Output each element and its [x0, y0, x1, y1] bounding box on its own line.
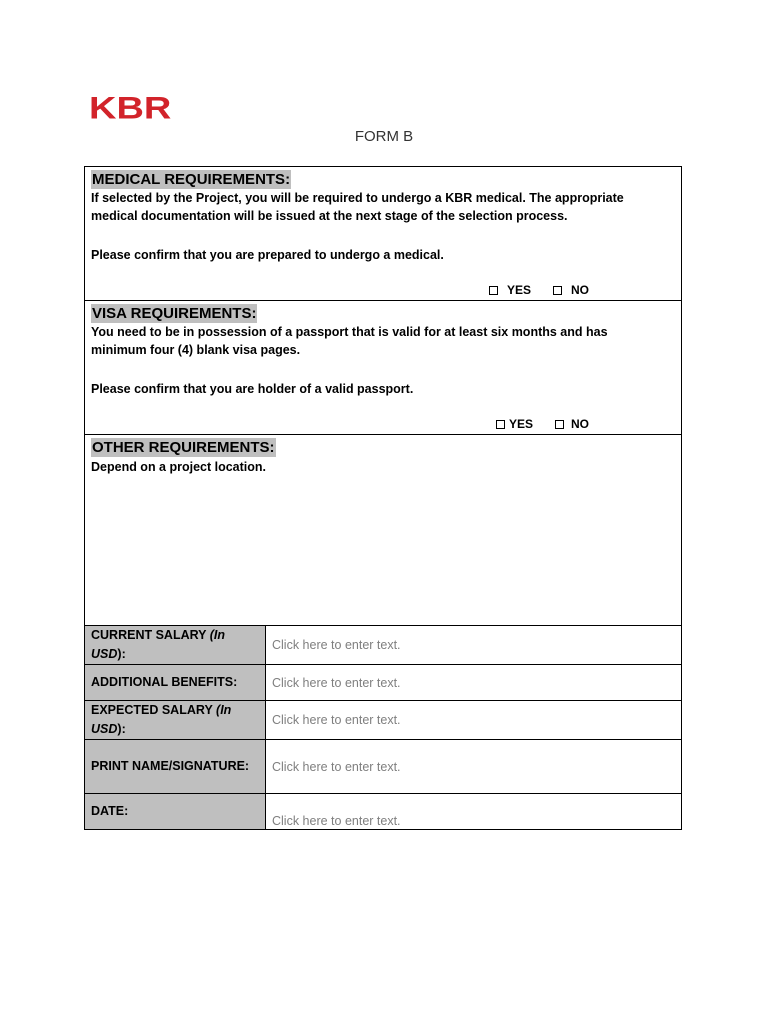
details-table	[84, 625, 682, 830]
form-title: FORM B	[354, 128, 414, 145]
other-heading: OTHER REQUIREMENTS:	[92, 439, 275, 456]
current-salary-label: CURRENT SALARY (In USD):	[85, 626, 266, 665]
date-label: DATE:	[85, 794, 266, 830]
medical-yes-checkbox[interactable]	[489, 283, 531, 297]
expected-salary-input[interactable]	[266, 701, 682, 740]
visa-yes-checkbox[interactable]	[496, 417, 533, 431]
visa-confirm-text: Please confirm that you are holder of a valid passport.	[91, 382, 414, 396]
current-salary-placeholder[interactable]: Click here to enter text.	[272, 638, 401, 652]
table-row	[85, 626, 682, 665]
medical-no-checkbox[interactable]	[553, 283, 589, 297]
medical-heading: MEDICAL REQUIREMENTS:	[92, 171, 291, 188]
date-input[interactable]	[266, 794, 682, 830]
visa-requirements-section	[84, 300, 682, 435]
current-salary-input[interactable]	[266, 626, 682, 665]
yes-label: YES	[507, 283, 532, 297]
expected-salary-placeholder[interactable]: Click here to enter text.	[272, 713, 401, 727]
no-label: NO	[571, 417, 590, 431]
print-name-input[interactable]	[266, 740, 682, 794]
print-name-placeholder[interactable]: Click here to enter text.	[272, 759, 401, 774]
print-name-label: PRINT NAME/SIGNATURE:	[85, 740, 266, 794]
visa-no-checkbox[interactable]	[555, 417, 589, 431]
checkbox-icon[interactable]	[555, 420, 564, 429]
other-requirements-section	[84, 434, 682, 626]
yes-label: YES	[509, 417, 534, 431]
additional-benefits-placeholder[interactable]: Click here to enter text.	[272, 675, 401, 690]
table-row	[85, 740, 682, 794]
table-row	[85, 665, 682, 701]
visa-text-line1: You need to be in possession of a passport that is valid for at least six months and has	[91, 325, 608, 339]
checkbox-icon[interactable]	[553, 286, 562, 295]
table-row	[85, 701, 682, 740]
medical-confirm-text: Please confirm that you are prepared to undergo a medical.	[91, 248, 444, 262]
other-text: Depend on a project location.	[91, 460, 267, 474]
additional-benefits-input[interactable]	[266, 665, 682, 701]
medical-text-line2: medical documentation will be issued at the next stage of the selection process.	[91, 209, 568, 223]
date-placeholder[interactable]: Click here to enter text.	[272, 814, 401, 828]
checkbox-icon[interactable]	[489, 286, 498, 295]
expected-salary-label: EXPECTED SALARY (In USD):	[85, 701, 266, 740]
kbr-logo: KBR	[89, 91, 172, 126]
visa-checkbox-row	[496, 417, 611, 431]
medical-checkbox-row	[489, 283, 611, 297]
checkbox-icon[interactable]	[496, 420, 505, 429]
visa-heading: VISA REQUIREMENTS:	[92, 305, 257, 322]
medical-requirements-section	[84, 166, 682, 301]
additional-benefits-label: ADDITIONAL BENEFITS:	[85, 665, 266, 701]
table-row	[85, 794, 682, 830]
no-label: NO	[571, 283, 590, 297]
medical-text-line1: If selected by the Project, you will be required to undergo a KBR medical. The appropriate	[91, 191, 624, 205]
visa-text-line2: minimum four (4) blank visa pages.	[91, 343, 301, 357]
